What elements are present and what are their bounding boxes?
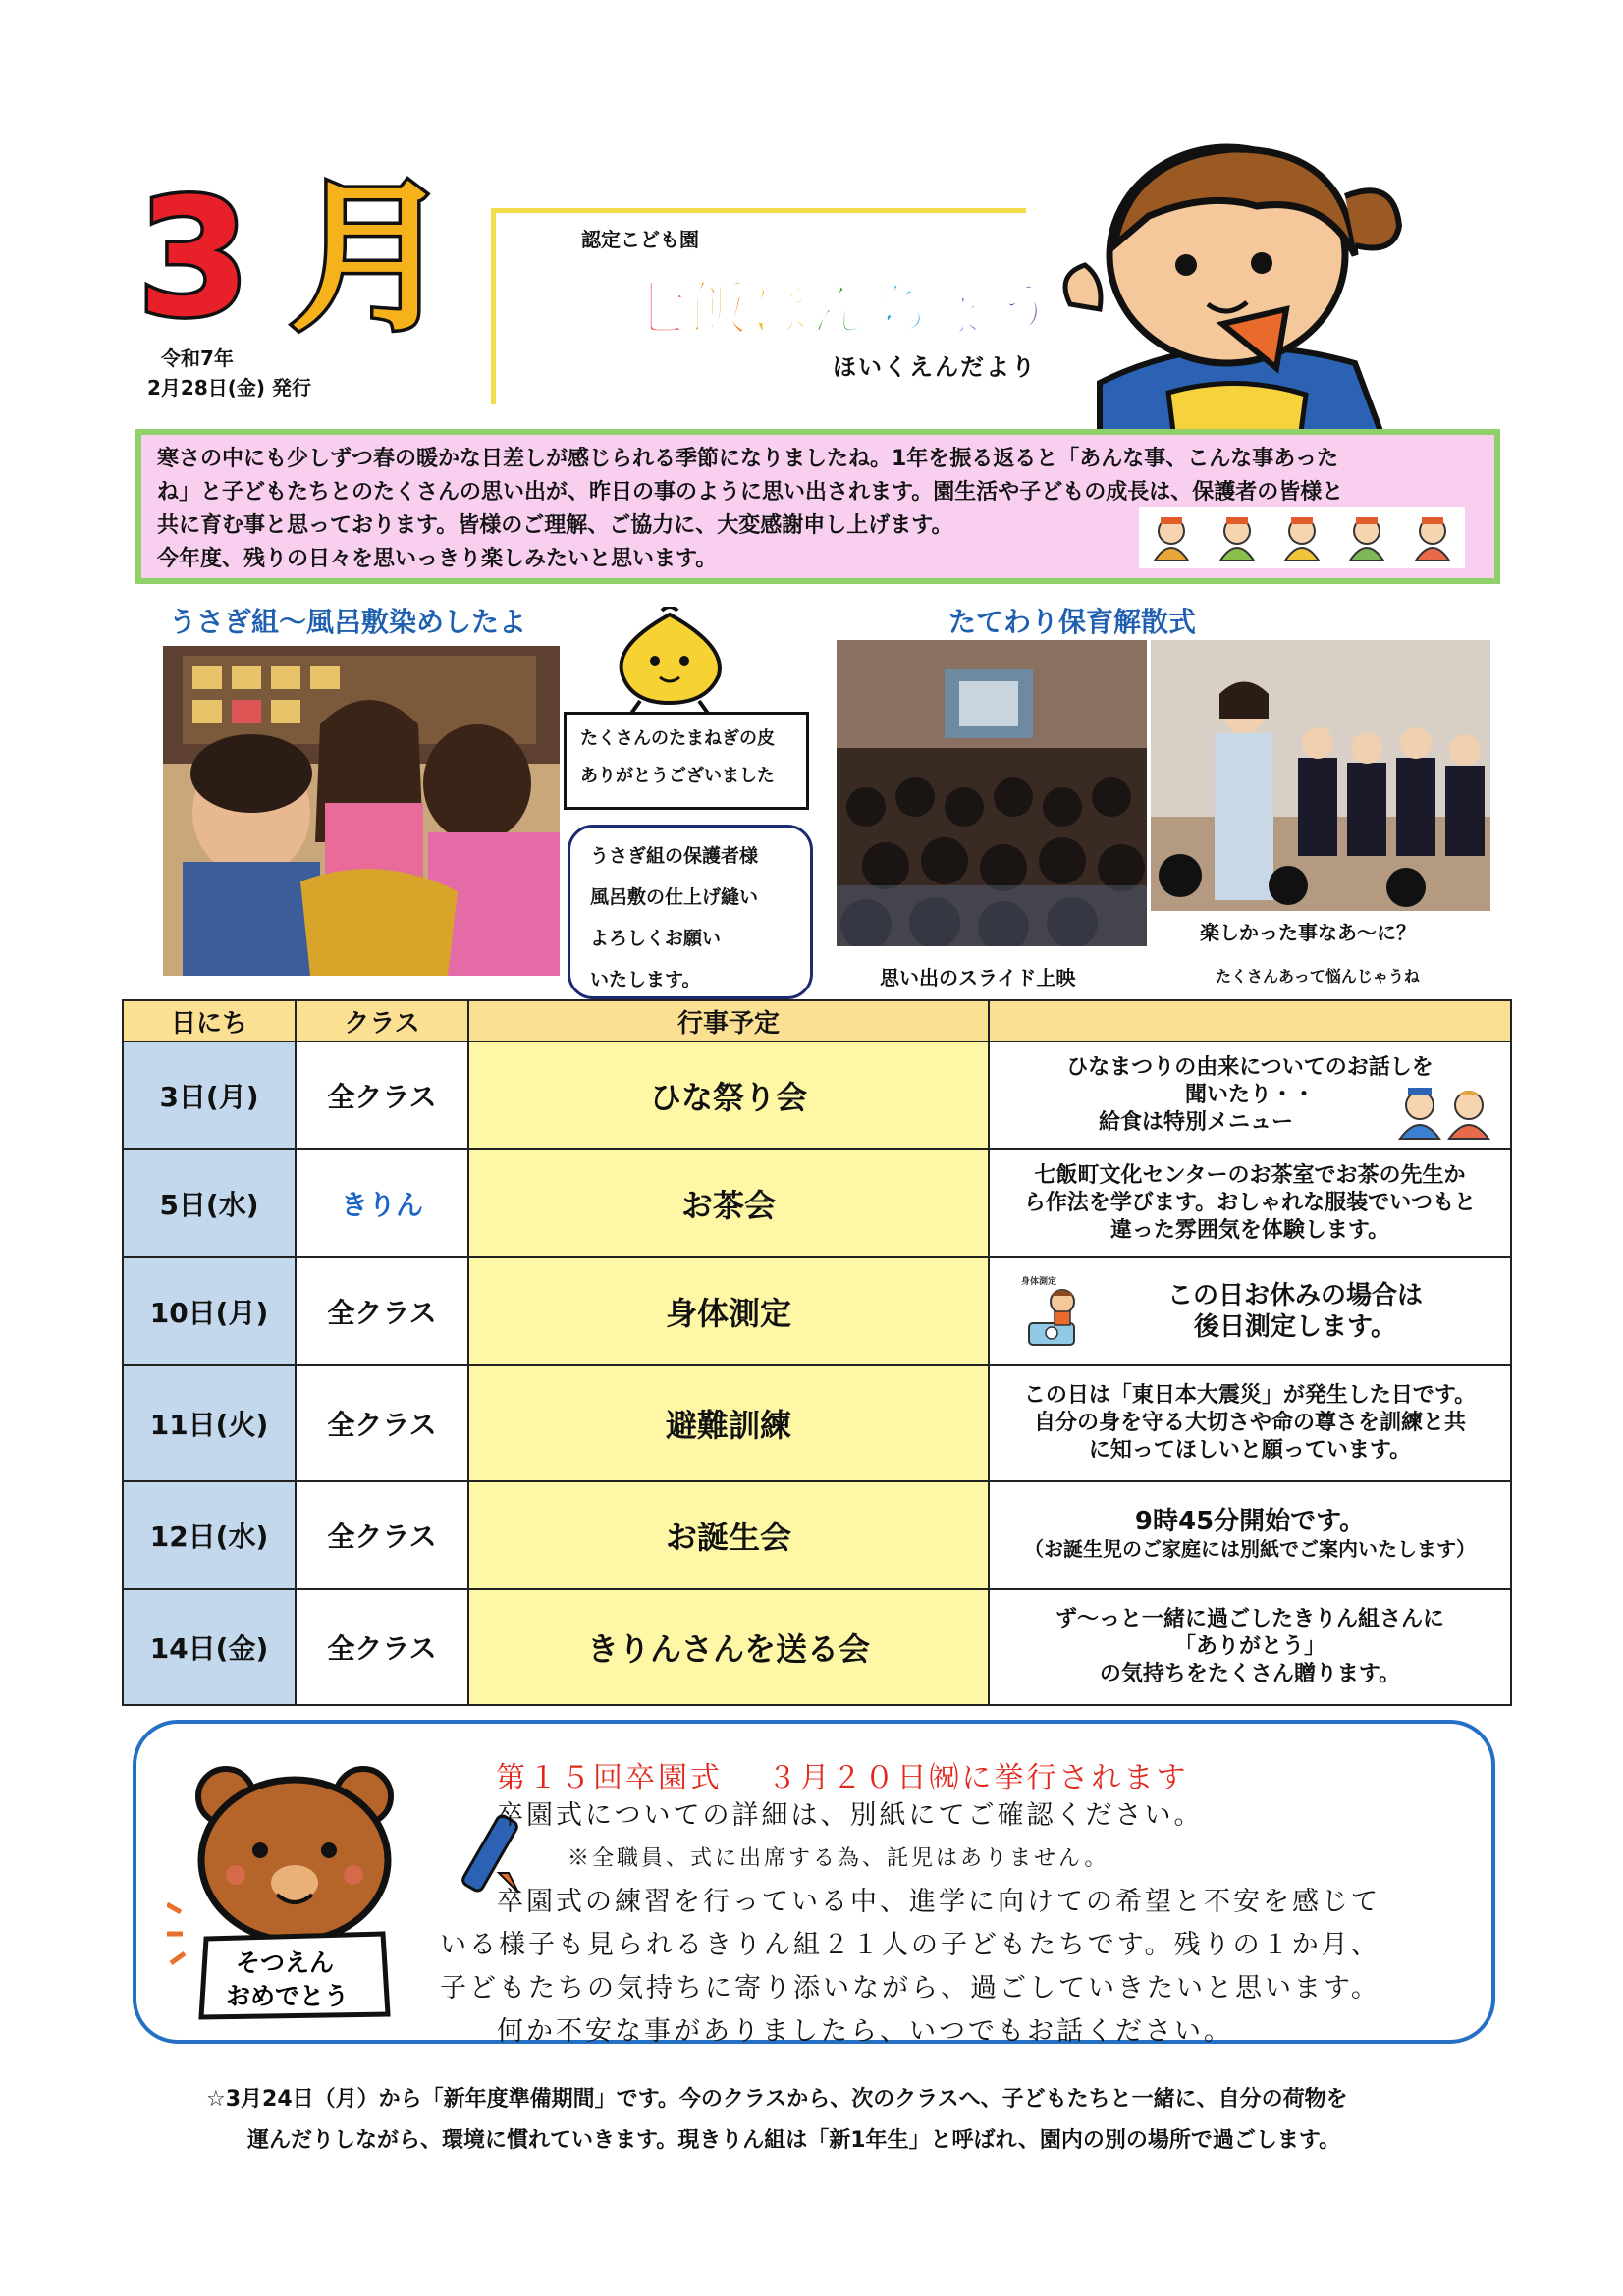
parents-note-line: うさぎ組の保護者様 [590,845,759,867]
graduation-line: 卒園式についての詳細は、別紙にてご確認ください。 [497,1800,1204,1831]
note-line: 自分の身を守る大切さや命の尊さを訓練と共 [1033,1411,1466,1435]
note-line: 聞いたり・・ [1184,1083,1315,1107]
onion-thanks-note [564,712,809,810]
graduation-line: 子どもたちの気持ちに寄り添いながら、過ごしていきたいと思います。 [440,1973,1380,2003]
bear-illustration [167,1757,422,2022]
row-date: 5日(水) [123,1149,296,1257]
month-kanji: 月 [289,164,491,352]
table-header-row [123,1000,1511,1041]
issue-era: 令和7年 [161,347,234,370]
note-line: （お誕生児のご家庭には別紙でご案内いたします） [1024,1537,1476,1561]
bear-sign-line: おめでとう [226,1982,350,2010]
row-date: 3日(月) [123,1041,296,1149]
title-char: ょ [933,276,994,345]
newsletter-title [628,263,1055,347]
row-note [989,1481,1511,1589]
hina-pair-icon [1390,1086,1498,1141]
ceremony-photo [1151,640,1490,911]
note-line: 給食は特別メニュー [1098,1110,1293,1135]
row-note [989,1589,1511,1705]
title-char: 飯 [689,276,750,345]
onion-note-line: ありがとうございました [580,766,775,786]
intro-line: ね」と子どもたちとのたくさんの思い出が、昨日の事のように思い出されます。園生活や子どもの成長は、保護者の皆様と [157,480,1344,505]
table-row [123,1481,1511,1589]
row-class: 全クラス [296,1257,468,1365]
slideshow-photo [837,640,1147,946]
title-char: う [994,276,1055,345]
note-line: この日は「東日本大震災」が発生した日です。 [1023,1383,1477,1408]
issue-date [147,344,311,402]
hina-doll-icon [1277,513,1326,562]
footer-line: ☆3月24日（月）から「新年度準備期間」です。今のクラスから、次のクラスへ、子どもたちと一緒に、自分の荷物を [206,2087,1348,2111]
graduation-line: 何か不安な事がありましたら、いつでもお話ください。 [497,2016,1233,2047]
row-date: 11日(火) [123,1365,296,1481]
parents-note-line: 風呂敷の仕上げ縫い [590,886,759,908]
issue-day: 2月28日(金) 発行 [147,376,311,400]
note-line: 9時45分開始です。 [1134,1507,1366,1536]
event-schedule-table [122,999,1512,1706]
row-event: 身体測定 [468,1257,989,1365]
note-line: の気持ちをたくさん贈ります。 [1099,1662,1401,1686]
row-note [989,1257,1511,1365]
header-note [989,1000,1511,1041]
row-date: 12日(水) [123,1481,296,1589]
note-line: 「ありがとう」 [1173,1634,1325,1659]
row-class: 全クラス [296,1365,468,1481]
newsletter-subtitle: ほいくえんだより [833,353,1037,381]
tatewari-section-label: たてわり保育解散式 [948,606,1197,638]
hina-doll-icon [1408,513,1457,562]
note-line: 七飯町文化センターのお茶室でお茶の先生か [1034,1163,1466,1188]
row-class: 全クラス [296,1041,468,1149]
body-scale-icon [1019,1274,1088,1349]
title-char: ち [872,276,933,345]
title-char: ほ [750,276,811,345]
note-line: ひなまつりの由来についてのお話しを [1066,1055,1434,1080]
month-number: 3 [137,164,290,352]
scale-label: 身体測定 [1021,1277,1057,1287]
bear-sign-line: そつえん [236,1949,335,1977]
row-date: 10日(月) [123,1257,296,1365]
header-date: 日にち [123,1000,296,1041]
table-row [123,1149,1511,1257]
row-event: 避難訓練 [468,1365,989,1481]
intro-message [135,429,1500,584]
month-title [137,164,491,352]
girl-illustration [1060,137,1414,442]
row-note [989,1149,1511,1257]
row-date: 14日(金) [123,1589,296,1705]
note-line: 後日測定します。 [1194,1312,1396,1342]
row-event: お茶会 [468,1149,989,1257]
row-class: きりん [296,1149,468,1257]
footer-note [206,2079,1483,2162]
kodomoen-label: 認定こども園 [581,228,699,251]
row-note [989,1041,1511,1149]
graduation-line: いる様子も見られるきりん組２１人の子どもたちです。残りの１か月、 [440,1930,1380,1960]
row-event: お誕生会 [468,1481,989,1589]
row-note [989,1365,1511,1481]
caption-slide: 思い出のスライド上映 [880,966,1076,989]
graduation-body [442,1794,1492,2054]
note-line: ら作法を学びます。おしゃれな服装でいつもと [1023,1191,1477,1215]
graduation-line: 卒園式の練習を行っている中、進学に向けての希望と不安を感じて [497,1887,1380,1917]
note-line: に知ってほしいと願っています。 [1088,1438,1412,1463]
table-row [123,1589,1511,1705]
table-row [123,1041,1511,1149]
header-class: クラス [296,1000,468,1041]
row-event: ひな祭り会 [468,1041,989,1149]
note-line: 違った雰囲気を体験します。 [1109,1218,1390,1243]
note-line: ず～っと一緒に過ごしたきりん組さんに [1055,1607,1444,1631]
intro-line: 共に育む事と思っております。皆様のご理解、ご協力に、大変感謝申し上げます。 [157,513,953,538]
title-char: ん [811,276,872,345]
row-class: 全クラス [296,1589,468,1705]
onion-character-illustration [601,607,738,715]
usagi-section-label: うさぎ組～風呂敷染めしたよ [169,606,527,638]
footer-line: 運んだりしながら、環境に慣れていきます。現きりん組は「新1年生」と呼ばれ、園内の別の場所で過ごします。 [247,2128,1341,2153]
graduation-line: ※全職員、式に出席する為、託児はありません。 [568,1846,1109,1871]
onion-note-line: たくさんのたまねぎの皮 [580,728,775,749]
caption-fun: 楽しかった事なあ～に？ [1200,921,1416,944]
intro-line: 今年度、残りの日々を思いっきり楽しみたいと思います。 [157,547,718,571]
row-event: きりんさんを送る会 [468,1589,989,1705]
title-char: 七 [628,276,689,345]
graduation-heading: 第１５回卒園式 ３月２０日㈷に挙行されます [496,1761,1189,1795]
parents-request-note [568,825,813,999]
caption-many: たくさんあって悩んじゃうね [1216,967,1420,986]
hina-doll-icon [1342,513,1391,562]
intro-line: 寒さの中にも少しずつ春の暖かな日差しが感じられる季節になりましたね。1年を振る返ると「あんな事、こんな事あった [157,447,1339,471]
header-event: 行事予定 [468,1000,989,1041]
hina-doll-icon [1213,513,1262,562]
parents-note-line: よろしくお願い [590,928,722,949]
table-row [123,1257,1511,1365]
furoshiki-dyeing-photo [163,646,560,976]
parents-note-line: いたします。 [590,969,701,990]
row-class: 全クラス [296,1481,468,1589]
hina-dolls-illustration [1139,507,1465,568]
note-line: この日お休みの場合は [1166,1281,1423,1310]
table-row [123,1365,1511,1481]
hina-doll-icon [1147,513,1196,562]
